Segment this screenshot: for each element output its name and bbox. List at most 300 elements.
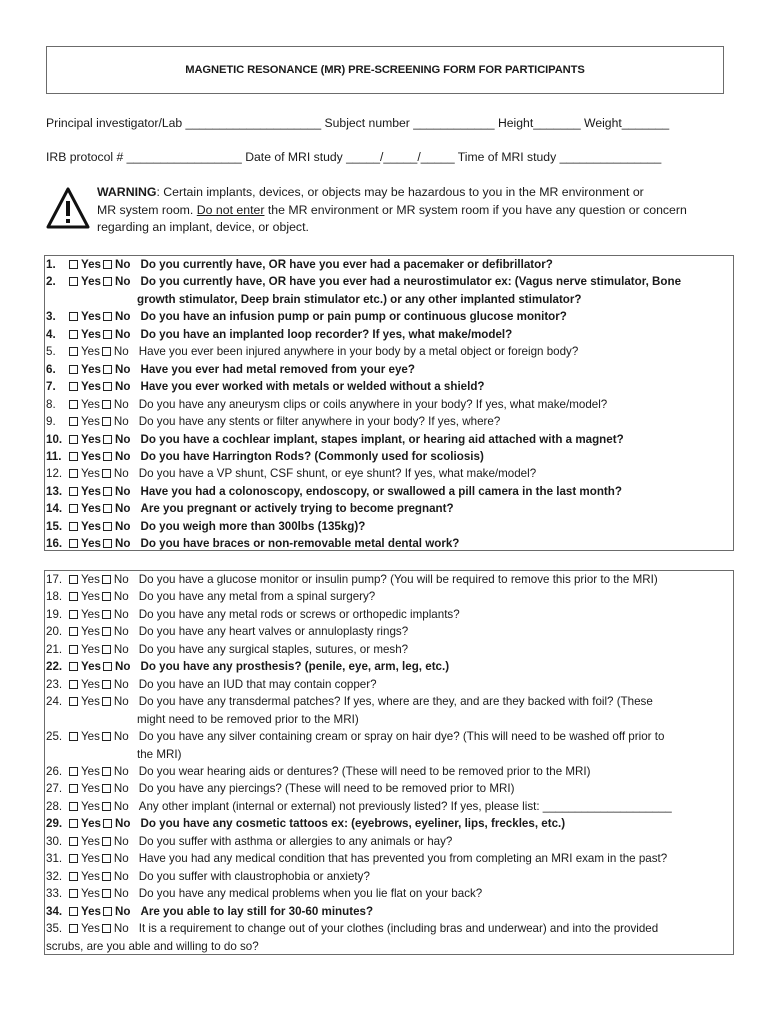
yes-option[interactable] (67, 868, 100, 885)
question-text: Do you have a cochlear implant, stapes implant, or hearing aid attached with a magnet? (140, 432, 624, 446)
no-label: No (115, 449, 131, 463)
question-row (46, 378, 733, 395)
checkbox-no[interactable] (102, 347, 111, 356)
no-option[interactable] (100, 833, 129, 850)
checkbox-no[interactable] (102, 872, 111, 881)
question-number: 28. (46, 799, 63, 813)
yes-label: Yes (81, 677, 100, 691)
yes-label: Yes (81, 834, 100, 848)
checkbox-yes[interactable] (69, 365, 78, 374)
checkbox-no[interactable] (102, 802, 111, 811)
checkbox-no[interactable] (102, 924, 111, 933)
no-option[interactable] (101, 815, 130, 832)
question-continuation: scrubs, are you able and willing to do so? (46, 939, 259, 953)
question-text: Do you have any piercings? (These will need to be removed prior to MRI) (138, 782, 515, 796)
question-number: 32. (46, 869, 63, 883)
checkbox-yes[interactable] (69, 784, 78, 793)
checkbox-no[interactable] (103, 504, 112, 513)
checkbox-no[interactable] (103, 435, 112, 444)
question-text: Do you have any prosthesis? (penile, eye, arm, leg, etc.) (140, 660, 450, 674)
no-option[interactable] (101, 500, 130, 517)
question-row (46, 273, 733, 290)
yes-label: Yes (81, 887, 100, 901)
checkbox-yes[interactable] (69, 854, 78, 863)
yes-option[interactable] (67, 798, 100, 815)
yes-option[interactable] (67, 815, 101, 832)
question-number: 4. (46, 327, 56, 341)
question-number: 8. (46, 397, 56, 411)
question-number: 12. (46, 467, 63, 481)
yes-label: Yes (81, 590, 100, 604)
no-label: No (115, 327, 131, 341)
yes-option[interactable] (67, 641, 100, 658)
yes-option[interactable] (67, 588, 100, 605)
question-number: 34. (46, 904, 63, 918)
no-label: No (115, 519, 131, 533)
yes-option[interactable] (67, 571, 100, 588)
no-label: No (113, 607, 129, 621)
checkbox-no[interactable] (102, 837, 111, 846)
question-number: 11. (46, 449, 62, 463)
no-option[interactable] (101, 448, 130, 465)
question-row (46, 588, 733, 605)
yes-option[interactable] (67, 518, 101, 535)
checkbox-yes[interactable] (69, 539, 78, 548)
no-label: No (113, 869, 129, 883)
question-text: Do you wear hearing aids or dentures? (These will need to be removed prior to the MRI) (138, 764, 591, 778)
checkbox-no[interactable] (103, 382, 112, 391)
question-text: Have you ever worked with metals or welded without a shield? (140, 380, 485, 394)
question-text: Do you have any aneurysm clips or coils anywhere in your body? If yes, what make/model? (138, 397, 608, 411)
checkbox-yes[interactable] (69, 924, 78, 933)
question-text: Do you currently have, OR have you ever had a pacemaker or defibrillator? (140, 258, 553, 271)
question-number: 6. (46, 362, 56, 376)
yes-label: Yes (81, 642, 100, 656)
question-number: 13. (46, 484, 63, 498)
yes-label: Yes (81, 432, 101, 446)
checkbox-yes[interactable] (69, 435, 78, 444)
no-option[interactable] (101, 903, 130, 920)
no-label: No (115, 484, 131, 498)
yes-option[interactable] (67, 833, 100, 850)
question-row (46, 606, 733, 623)
no-option[interactable] (101, 378, 130, 395)
question-number: 27. (46, 782, 63, 796)
question-row (46, 623, 733, 640)
no-label: No (113, 834, 129, 848)
question-number: 15. (46, 519, 63, 533)
no-option[interactable] (100, 780, 129, 797)
yes-option[interactable] (67, 885, 100, 902)
yes-label: Yes (81, 415, 100, 429)
no-option[interactable] (101, 326, 130, 343)
yes-label: Yes (81, 275, 101, 289)
checkbox-yes[interactable] (69, 645, 78, 654)
yes-option[interactable] (67, 361, 101, 378)
question-row (46, 431, 733, 448)
question-number: 20. (46, 625, 63, 639)
yes-option[interactable] (67, 676, 100, 693)
no-option[interactable] (100, 885, 129, 902)
no-label: No (113, 799, 129, 813)
checkbox-no[interactable] (103, 522, 112, 531)
question-text: Have you ever been injured anywhere in your body by a metal object or foreign body? (138, 345, 579, 359)
no-label: No (115, 258, 131, 271)
question-row (46, 850, 733, 867)
no-label: No (113, 852, 129, 866)
yes-option[interactable] (67, 413, 100, 430)
checkbox-no[interactable] (102, 697, 111, 706)
checkbox-yes[interactable] (69, 627, 78, 636)
yes-label: Yes (81, 852, 100, 866)
no-label: No (113, 345, 129, 359)
checkbox-yes[interactable] (69, 330, 78, 339)
no-option[interactable] (100, 798, 129, 815)
no-option[interactable] (101, 658, 130, 675)
checkbox-no[interactable] (102, 854, 111, 863)
checkbox-no[interactable] (102, 680, 111, 689)
no-option[interactable] (100, 868, 129, 885)
question-text: Do you have an infusion pump or pain pump or continuous glucose monitor? (140, 310, 567, 324)
yes-label: Yes (81, 817, 101, 831)
no-label: No (113, 887, 129, 901)
checkbox-no[interactable] (102, 732, 111, 741)
yes-option[interactable] (67, 431, 101, 448)
yes-option[interactable] (67, 326, 101, 343)
question-row (46, 500, 733, 517)
checkbox-yes[interactable] (69, 802, 78, 811)
yes-option[interactable] (67, 273, 101, 290)
question-text: Are you able to lay still for 30-60 minutes? (140, 904, 374, 918)
checkbox-no[interactable] (103, 487, 112, 496)
yes-label: Yes (81, 782, 100, 796)
question-number: 5. (46, 345, 56, 359)
question-continuation: might need to be removed prior to the MRI) (137, 712, 359, 726)
checkbox-no[interactable] (103, 260, 112, 269)
no-option[interactable] (101, 256, 130, 273)
question-row (46, 676, 733, 693)
no-label: No (113, 573, 129, 586)
checkbox-yes[interactable] (69, 767, 78, 776)
yes-option[interactable] (67, 780, 100, 797)
checkbox-no[interactable] (102, 610, 111, 619)
no-label: No (113, 625, 129, 639)
no-option[interactable] (100, 850, 129, 867)
question-text: Do you have any cosmetic tattoos ex: (eyebrows, eyeliner, lips, freckles, etc.) (140, 817, 566, 831)
checkbox-yes[interactable] (69, 610, 78, 619)
no-option[interactable] (101, 518, 130, 535)
question-text: Have you had a colonoscopy, endoscopy, or swallowed a pill camera in the last month? (140, 484, 622, 498)
question-number: 29. (46, 817, 63, 831)
question-number: 7. (46, 380, 56, 394)
yes-option[interactable] (67, 763, 100, 780)
question-text: Do you suffer with asthma or allergies to any animals or hay? (138, 834, 453, 848)
yes-option[interactable] (67, 850, 100, 867)
question-row (46, 308, 733, 325)
yes-option[interactable] (67, 465, 100, 482)
no-label: No (115, 310, 131, 324)
checkbox-yes[interactable] (69, 504, 78, 513)
question-row (46, 728, 733, 745)
question-text: Do you have any silver containing cream or spray on hair dye? (This will need to be washed off prior to (138, 730, 665, 744)
yes-option[interactable] (67, 903, 101, 920)
question-row (46, 780, 733, 797)
checkbox-no[interactable] (102, 469, 111, 478)
checkbox-no[interactable] (102, 575, 111, 584)
checkbox-no[interactable] (103, 819, 112, 828)
no-label: No (113, 677, 129, 691)
yes-label: Yes (81, 397, 100, 411)
checkbox-yes[interactable] (69, 277, 78, 286)
question-number: 17. (46, 573, 63, 586)
no-label: No (113, 782, 129, 796)
yes-option[interactable] (67, 378, 101, 395)
yes-option[interactable] (67, 606, 100, 623)
checkbox-yes[interactable] (69, 872, 78, 881)
no-label: No (113, 730, 129, 744)
question-number: 31. (46, 852, 63, 866)
yes-label: Yes (81, 484, 101, 498)
question-row (46, 658, 733, 675)
yes-option[interactable] (67, 448, 101, 465)
no-label: No (113, 695, 129, 709)
checkbox-yes[interactable] (69, 260, 78, 269)
question-text: Do you currently have, OR have you ever had a neurostimulator ex: (Vagus nerve stimulator, Bone (140, 275, 682, 289)
question-text: Do you have any heart valves or annuloplasty rings? (138, 625, 409, 639)
yes-option[interactable] (67, 623, 100, 640)
yes-option[interactable] (67, 500, 101, 517)
yes-label: Yes (81, 345, 100, 359)
question-row (46, 413, 733, 430)
form-title (46, 46, 724, 94)
question-continuation: growth stimulator, Deep brain stimulator etc.) or any other implanted stimulator? (137, 292, 582, 306)
question-text: Do you have an implanted loop recorder? If yes, what make/model? (140, 327, 513, 341)
checkbox-no[interactable] (102, 592, 111, 601)
question-row (46, 518, 733, 535)
yes-label: Yes (81, 362, 101, 376)
yes-option[interactable] (67, 535, 101, 552)
yes-option[interactable] (67, 728, 100, 745)
checkbox-no[interactable] (103, 330, 112, 339)
no-label: No (115, 502, 131, 516)
question-row (46, 448, 733, 465)
checkbox-no[interactable] (102, 784, 111, 793)
no-option[interactable] (100, 676, 129, 693)
checkbox-no[interactable] (102, 400, 111, 409)
warning-line-1: : Certain implants, devices, or objects may be hazardous to you in the MR environment or (156, 185, 644, 199)
question-row (46, 763, 733, 780)
checkbox-yes[interactable] (69, 592, 78, 601)
checkbox-no[interactable] (103, 365, 112, 374)
yes-label: Yes (81, 869, 100, 883)
no-label: No (113, 922, 129, 936)
checkbox-yes[interactable] (69, 837, 78, 846)
question-text: Any other implant (internal or external) not previously listed? If yes, please list: ____________________ (138, 799, 672, 813)
checkbox-yes[interactable] (69, 382, 78, 391)
question-number: 23. (46, 677, 63, 691)
no-label: No (115, 537, 131, 551)
no-option[interactable] (100, 623, 129, 640)
question-row (46, 483, 733, 500)
warning-triangle-icon (46, 186, 90, 230)
question-row (46, 903, 733, 920)
no-option[interactable] (100, 588, 129, 605)
question-text: Do you have a VP shunt, CSF shunt, or eye shunt? If yes, what make/model? (138, 467, 537, 481)
question-text: Do you have any surgical staples, sutures, or mesh? (138, 642, 409, 656)
checkbox-no[interactable] (102, 417, 111, 426)
checkbox-no[interactable] (103, 539, 112, 548)
checkbox-no[interactable] (103, 277, 112, 286)
checkbox-no[interactable] (103, 452, 112, 461)
checkbox-yes[interactable] (69, 732, 78, 741)
warning-line-3: regarding an implant, device, or object. (97, 220, 309, 234)
no-label: No (115, 817, 131, 831)
yes-label: Yes (81, 660, 101, 674)
checkbox-yes[interactable] (69, 417, 78, 426)
checkbox-yes[interactable] (69, 697, 78, 706)
no-label: No (113, 415, 129, 429)
yes-option[interactable] (67, 693, 100, 710)
question-number: 21. (46, 642, 63, 656)
question-text: Do you have any transdermal patches? If yes, where are they, and are they backed with foil? (These (138, 695, 653, 709)
warning-label: WARNING (97, 185, 157, 199)
investigator-line[interactable]: Principal investigator/Lab ____________________ Subject number ____________ Height_______ Weight_______ (46, 116, 670, 130)
no-option[interactable] (101, 361, 130, 378)
form-title-text: MAGNETIC RESONANCE (MR) PRE-SCREENING FORM FOR PARTICIPANTS (185, 64, 585, 76)
question-row (46, 815, 733, 832)
yes-option[interactable] (67, 343, 100, 360)
question-row (46, 885, 733, 902)
question-text: Are you pregnant or actively trying to become pregnant? (140, 502, 454, 516)
no-option[interactable] (100, 763, 129, 780)
no-label: No (113, 467, 129, 481)
irb-line[interactable]: IRB protocol # _________________ Date of MRI study _____/_____/_____ Time of MRI study _______________ (46, 150, 662, 164)
question-text: Do you have any metal rods or screws or orthopedic implants? (138, 607, 460, 621)
checkbox-yes[interactable] (69, 522, 78, 531)
no-label: No (115, 380, 131, 394)
no-option[interactable] (101, 308, 130, 325)
warning-line-2b: the MR environment or MR system room if you have any question or concern (264, 202, 687, 217)
checkbox-no[interactable] (103, 662, 112, 671)
checkbox-yes[interactable] (69, 469, 78, 478)
yes-option[interactable] (67, 308, 101, 325)
no-option[interactable] (100, 641, 129, 658)
no-option[interactable] (100, 920, 129, 937)
question-text: Do you have an IUD that may contain copper? (138, 677, 377, 691)
checkbox-yes[interactable] (69, 575, 78, 584)
checkbox-yes[interactable] (69, 347, 78, 356)
question-text: Do you suffer with claustrophobia or anxiety? (138, 869, 370, 883)
question-continuation: the MRI) (137, 747, 182, 761)
no-option[interactable] (100, 728, 129, 745)
questions-section-2 (44, 570, 734, 955)
checkbox-yes[interactable] (69, 680, 78, 689)
checkbox-yes[interactable] (69, 400, 78, 409)
question-number: 14. (46, 502, 63, 516)
question-number: 3. (46, 310, 56, 324)
warning-underlined: Do not enter (196, 202, 265, 217)
no-option[interactable] (101, 431, 130, 448)
no-label: No (113, 764, 129, 778)
checkbox-yes[interactable] (69, 819, 78, 828)
question-number: 19. (46, 607, 63, 621)
no-option[interactable] (100, 571, 129, 588)
checkbox-no[interactable] (102, 627, 111, 636)
question-row (46, 361, 733, 378)
checkbox-no[interactable] (102, 767, 111, 776)
no-option[interactable] (101, 483, 130, 500)
checkbox-yes[interactable] (69, 487, 78, 496)
yes-label: Yes (81, 310, 101, 324)
yes-option[interactable] (67, 483, 101, 500)
checkbox-no[interactable] (103, 312, 112, 321)
question-number: 16. (46, 537, 63, 551)
yes-option[interactable] (67, 396, 100, 413)
question-text: Do you have Harrington Rods? (Commonly used for scoliosis) (140, 449, 484, 463)
question-text: Have you ever had metal removed from your eye? (140, 362, 415, 376)
checkbox-no[interactable] (103, 907, 112, 916)
no-option[interactable] (101, 535, 130, 552)
no-label: No (115, 275, 131, 289)
yes-label: Yes (81, 449, 101, 463)
no-label: No (115, 904, 131, 918)
checkbox-yes[interactable] (69, 452, 78, 461)
yes-label: Yes (81, 904, 101, 918)
no-option[interactable] (100, 343, 129, 360)
yes-label: Yes (81, 327, 101, 341)
question-number: 1. (46, 258, 56, 271)
no-option[interactable] (100, 693, 129, 710)
yes-label: Yes (81, 502, 101, 516)
no-option[interactable] (100, 413, 129, 430)
yes-label: Yes (81, 519, 101, 533)
no-label: No (115, 362, 131, 376)
checkbox-no[interactable] (102, 889, 111, 898)
yes-label: Yes (81, 380, 101, 394)
checkbox-yes[interactable] (69, 312, 78, 321)
question-row (46, 641, 733, 658)
yes-label: Yes (81, 258, 101, 271)
checkbox-yes[interactable] (69, 662, 78, 671)
question-text: Do you have any metal from a spinal surgery? (138, 590, 376, 604)
warning-line-2a: MR system room. (97, 202, 197, 217)
no-option[interactable] (101, 273, 130, 290)
question-number: 33. (46, 887, 63, 901)
no-option[interactable] (100, 465, 129, 482)
question-row (46, 571, 733, 588)
question-number: 2. (46, 275, 56, 289)
question-text: Do you have braces or non-removable metal dental work? (140, 537, 460, 551)
yes-option[interactable] (67, 256, 101, 273)
question-row (46, 343, 733, 360)
no-label: No (113, 590, 129, 604)
no-option[interactable] (100, 396, 129, 413)
question-number: 9. (46, 415, 56, 429)
checkbox-yes[interactable] (69, 907, 78, 916)
no-label: No (113, 397, 129, 411)
question-text: Do you have any stents or filter anywhere in your body? If yes, where? (138, 415, 501, 429)
checkbox-yes[interactable] (69, 889, 78, 898)
yes-option[interactable] (67, 920, 100, 937)
question-row (46, 396, 733, 413)
no-option[interactable] (100, 606, 129, 623)
yes-option[interactable] (67, 658, 101, 675)
checkbox-no[interactable] (102, 645, 111, 654)
question-row (46, 920, 733, 937)
yes-label: Yes (81, 799, 100, 813)
question-row (46, 326, 733, 343)
yes-label: Yes (81, 625, 100, 639)
